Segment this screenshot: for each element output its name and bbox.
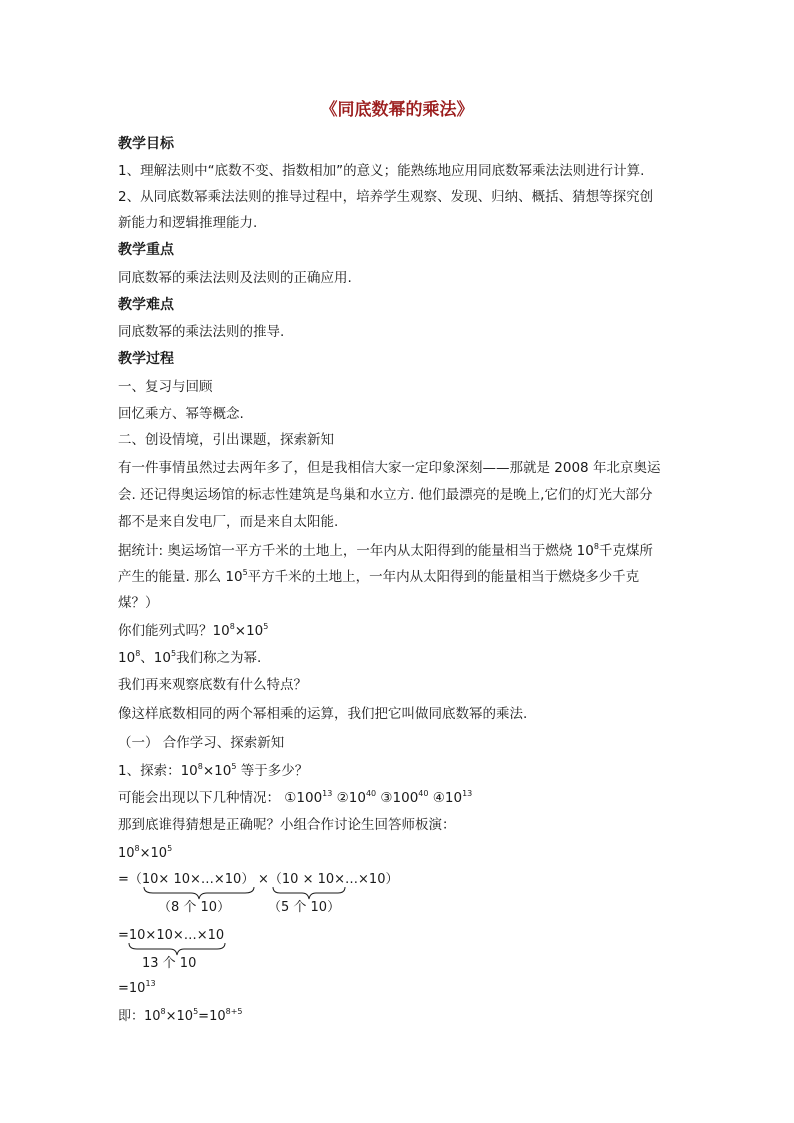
objective-1: 1、理解法则中“底数不变、指数相加”的意义；能熟练地应用同底数幂乘法法则进行计算. — [118, 163, 645, 179]
possible-answers: 可能会出现以下几种情况： $①100^{13}$ $②10^{40}$ $③100^{40}$ $④10^{13}$ — [118, 789, 473, 806]
subsection-cooperative: （一） 合作学习、探索新知 — [118, 735, 285, 751]
section-scenario: 二、创设情境，引出课题，探索新知 — [118, 432, 334, 448]
math-conclusion: 即：$10^8\times 10^5=10^{8+5}$ — [118, 1007, 243, 1024]
heading-difficulties: 教学难点 — [118, 297, 174, 313]
difficulties-text: 同底数幂的乘法法则的推导. — [118, 324, 285, 340]
story-line3: 都不是来自发电厂，而是来自太阳能. — [118, 514, 339, 530]
heading-key-points: 教学重点 — [118, 242, 174, 258]
statistics-line3: 煤？） — [118, 595, 159, 611]
explore-question: 1、探索：$10^8\times 10^5$ 等于多少？ — [118, 762, 309, 779]
section-review-text: 回忆乘方、幂等概念. — [118, 406, 244, 422]
rule-definition: 像这样底数相同的两个幂相乘的运算，我们把它叫做同底数幂的乘法. — [118, 706, 528, 722]
story-line1: 有一件事情虽然过去两年多了，但是我相信大家一定印象深刻——那就是 2008 年北京奥运 — [118, 460, 661, 476]
heading-objectives: 教学目标 — [118, 136, 174, 152]
heading-process: 教学过程 — [118, 351, 174, 367]
brace-label-13: 13 个 10 — [142, 956, 197, 971]
section-review: 一、复习与回顾 — [118, 379, 213, 395]
statistics-line2: 产生的能量. 那么 $10^5$平方千米的土地上，一年内从太阳得到的能量相当于燃烧多少千克 — [118, 568, 640, 585]
power-definition: $10^8$、$10^5$我们称之为幂. — [118, 649, 262, 666]
story-line2: 会. 还记得奥运场馆的标志性建筑是鸟巢和水立方. 他们最漂亮的是晚上,它们的灯光大部分 — [118, 487, 653, 503]
underbrace-8 — [143, 886, 255, 900]
underbrace-13 — [128, 942, 226, 956]
math-step-4: $=10^{13}$ — [118, 979, 156, 996]
question-expression: 你们能列式吗？$10^8\times 10^5$ — [118, 622, 269, 639]
question-base: 我们再来观察底数有什么特点？ — [118, 677, 307, 693]
objective-2-line1: 2、从同底数幂乘法法则的推导过程中，培养学生观察、发现、归纳、概括、猜想等探究创 — [118, 189, 654, 205]
math-step-2-right: ×（10 × 10×…×10） — [258, 872, 399, 887]
math-step-1: $10^8\times 10^5$ — [118, 844, 173, 861]
statistics-line1: 据统计: 奥运场馆一平方千米的土地上，一年内从太阳得到的能量相当于燃烧 $10^8$千克煤所 — [118, 542, 653, 559]
objective-2-line2: 新能力和逻辑推理能力. — [118, 215, 258, 231]
math-step-2-left: =（10× 10×…×10） — [118, 872, 255, 887]
underbrace-5 — [272, 886, 346, 900]
math-step-3: =10×10×…×10 — [118, 928, 225, 943]
key-points-text: 同底数幂的乘法法则及法则的正确应用. — [118, 270, 352, 286]
document-title: 《同底数幂的乘法》 — [320, 100, 474, 120]
brace-label-5: （5 个 10） — [268, 900, 341, 915]
guess-prompt: 那到底谁得猜想是正确呢？小组合作讨论生回答师板演： — [118, 817, 456, 833]
brace-label-8: （8 个 10） — [158, 900, 231, 915]
